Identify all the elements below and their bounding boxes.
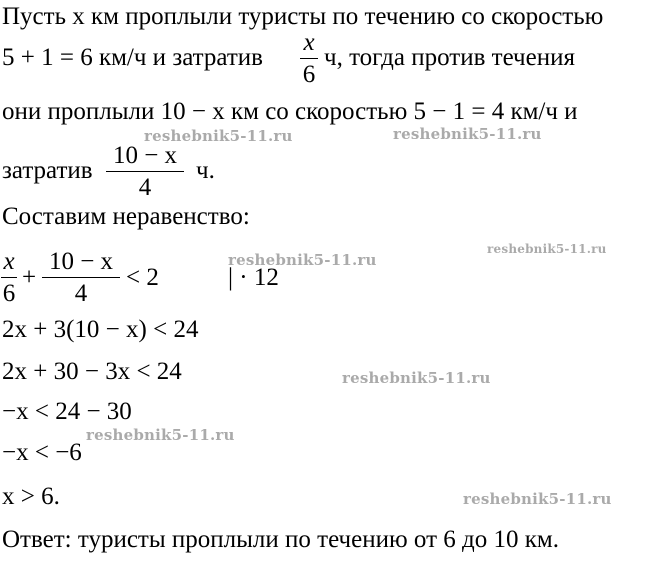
text-line-8: 2x + 30 − 3x < 24 xyxy=(2,358,182,385)
fraction-denominator: 6 xyxy=(2,280,16,307)
watermark: reshebnik5-11.ru xyxy=(487,242,607,256)
fraction-denominator: 4 xyxy=(74,280,88,307)
watermark: reshebnik5-11.ru xyxy=(393,125,542,143)
text-line-1: Пусть x км проплыли туристы по течению со скоростью xyxy=(2,3,604,30)
text-line-9: −x < 24 − 30 xyxy=(2,398,132,425)
plus-sign: + xyxy=(22,264,37,291)
watermark: reshebnik5-11.ru xyxy=(463,490,612,508)
multiply-by-12: | · 12 xyxy=(228,264,279,291)
fraction-10-minus-x-over-4 xyxy=(106,142,184,202)
text-line-4-end: ч. xyxy=(196,157,215,184)
fraction-numerator: x xyxy=(303,29,315,56)
fraction-bar xyxy=(300,58,318,59)
fraction-denominator: 6 xyxy=(302,61,316,88)
fraction-numerator: 10 − x xyxy=(112,142,178,169)
watermark: reshebnik5-11.ru xyxy=(342,369,491,387)
fraction-x-over-6 xyxy=(300,29,318,89)
fraction-bar xyxy=(42,277,120,278)
fraction-numerator: x xyxy=(3,248,15,275)
watermark: reshebnik5-11.ru xyxy=(144,127,293,145)
fraction-denominator: 4 xyxy=(138,174,152,201)
text-line-3: они проплыли 10 − x км со скоростью 5 − 1 = 4 км/ч и xyxy=(2,98,578,125)
text-line-10: −x < −6 xyxy=(2,439,82,466)
fraction-10-minus-x-over-4-ineq xyxy=(42,248,120,308)
watermark: reshebnik5-11.ru xyxy=(86,426,235,444)
text-line-12: Ответ: туристы проплыли по течению от 6 до 10 км. xyxy=(2,526,559,553)
fraction-numerator: 10 − x xyxy=(48,248,114,275)
less-than-2: < 2 xyxy=(126,264,159,291)
text-line-4-start: затратив xyxy=(2,157,93,184)
text-line-2-start: 5 + 1 = 6 км/ч и затратив xyxy=(2,44,263,71)
fraction-x-over-6-ineq xyxy=(1,248,17,308)
text-line-7: 2x + 3(10 − x) < 24 xyxy=(2,316,199,343)
watermark: reshebnik5-11.ru xyxy=(228,251,377,269)
text-line-2-end: ч, тогда против течения xyxy=(324,44,575,71)
fraction-bar xyxy=(1,277,17,278)
text-line-11: x > 6. xyxy=(2,483,60,510)
fraction-bar xyxy=(106,171,184,172)
text-line-5: Составим неравенство: xyxy=(2,203,250,230)
